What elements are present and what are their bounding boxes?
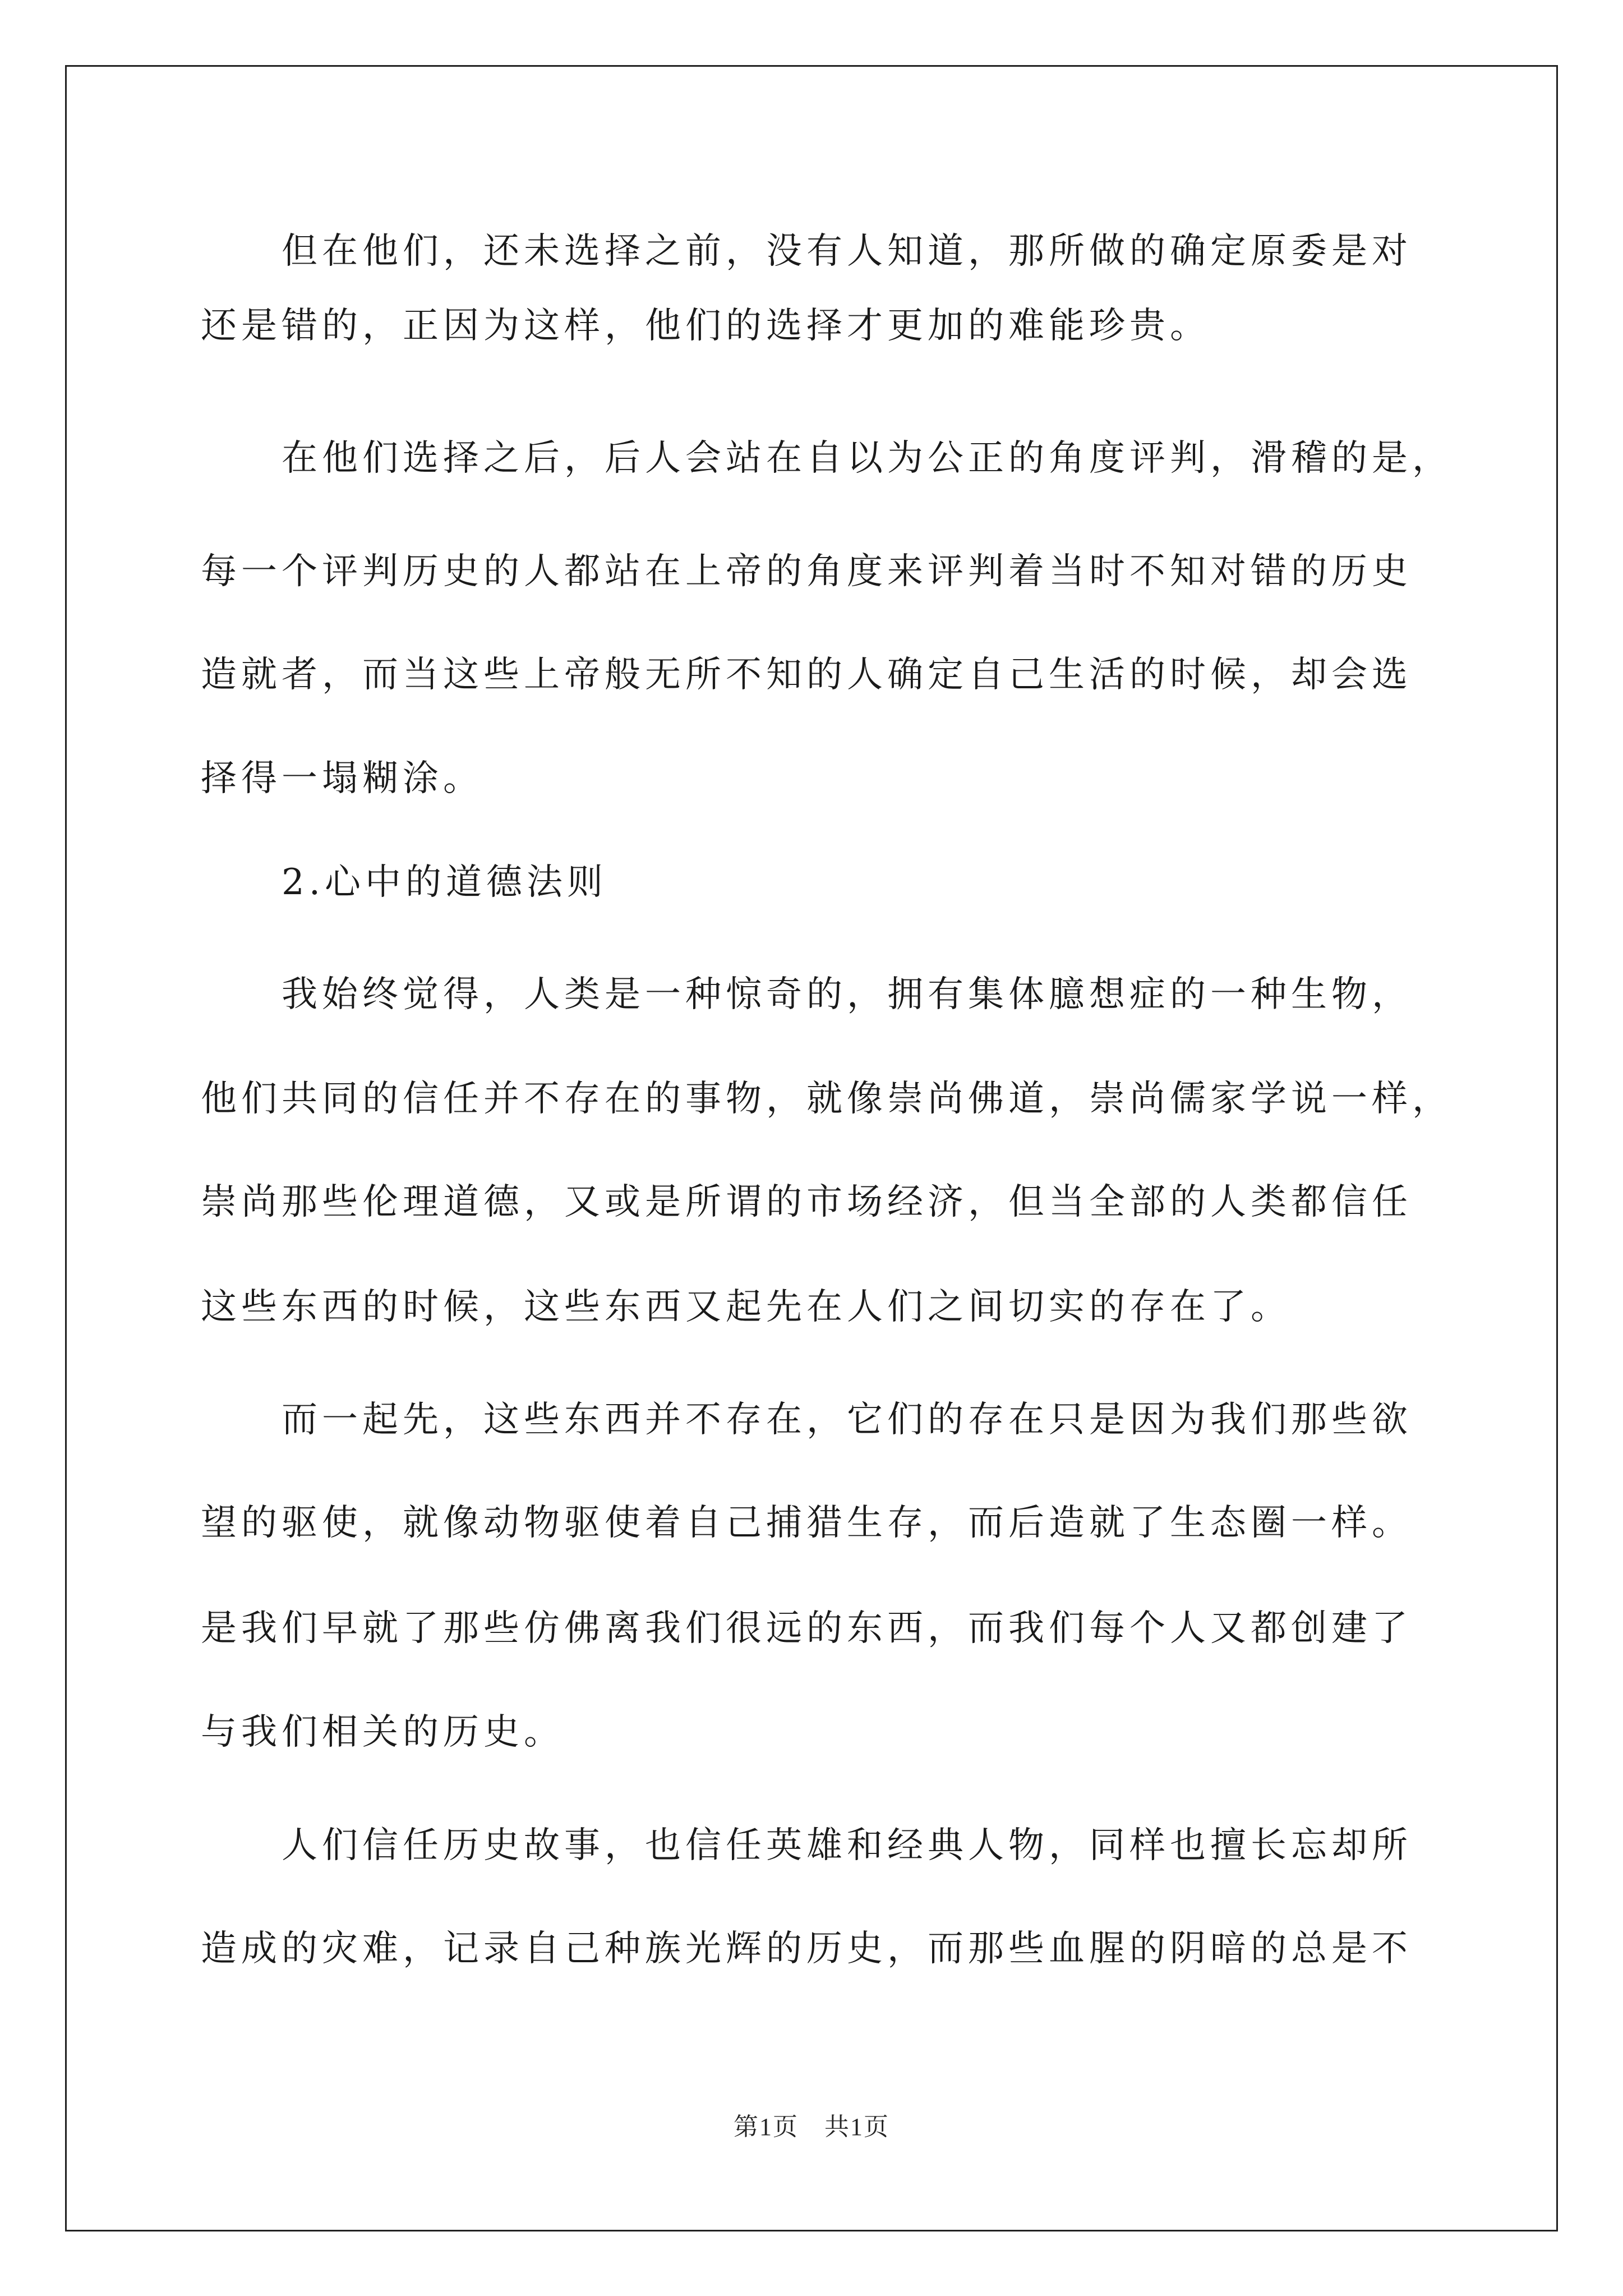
page-footer <box>0 2110 1623 2144</box>
text-line: 还是错的，正因为这样，他们的选择才更加的难能珍贵。 <box>201 305 1210 347</box>
text-line: 望的驱使，就像动物驱使着自己捕猎生存，而后造就了生态圈一样。 <box>201 1502 1412 1544</box>
page-border <box>65 65 1558 2231</box>
text-line: 每一个评判历史的人都站在上帝的角度来评判着当时不知对错的历史 <box>201 551 1412 592</box>
text-line: 择得一塌糊涂。 <box>201 758 483 799</box>
text-line: 这些东西的时候，这些东西又起先在人们之间切实的存在了。 <box>201 1286 1291 1328</box>
text-line: 人们信任历史故事，也信任英雄和经典人物，同样也擅长忘却所 <box>201 1825 1412 1866</box>
page-number-label: 第1页 共1页 <box>734 2113 889 2141</box>
text-line: 造就者，而当这些上帝般无所不知的人确定自己生活的时候，却会选 <box>201 654 1412 696</box>
text-line: 他们共同的信任并不存在的事物，就像崇尚佛道，崇尚儒家学说一样， <box>201 1078 1453 1120</box>
text-line: 但在他们，还未选择之前，没有人知道，那所做的确定原委是对 <box>201 231 1412 272</box>
text-line: 是我们早就了那些仿佛离我们很远的东西，而我们每个人又都创建了 <box>201 1608 1412 1649</box>
text-line: 崇尚那些伦理道德，又或是所谓的市场经济，但当全部的人类都信任 <box>201 1181 1412 1223</box>
text-line: 我始终觉得，人类是一种惊奇的，拥有集体臆想症的一种生物， <box>201 974 1412 1015</box>
section-heading: 2.心中的道德法则 <box>201 862 608 903</box>
text-line: 在他们选择之后，后人会站在自以为公正的角度评判，滑稽的是， <box>201 438 1453 479</box>
text-line: 造成的灾难，记录自己种族光辉的历史，而那些血腥的阴暗的总是不 <box>201 1928 1412 1970</box>
text-line: 与我们相关的历史。 <box>201 1711 564 1753</box>
text-line: 而一起先，这些东西并不存在，它们的存在只是因为我们那些欲 <box>201 1399 1412 1441</box>
